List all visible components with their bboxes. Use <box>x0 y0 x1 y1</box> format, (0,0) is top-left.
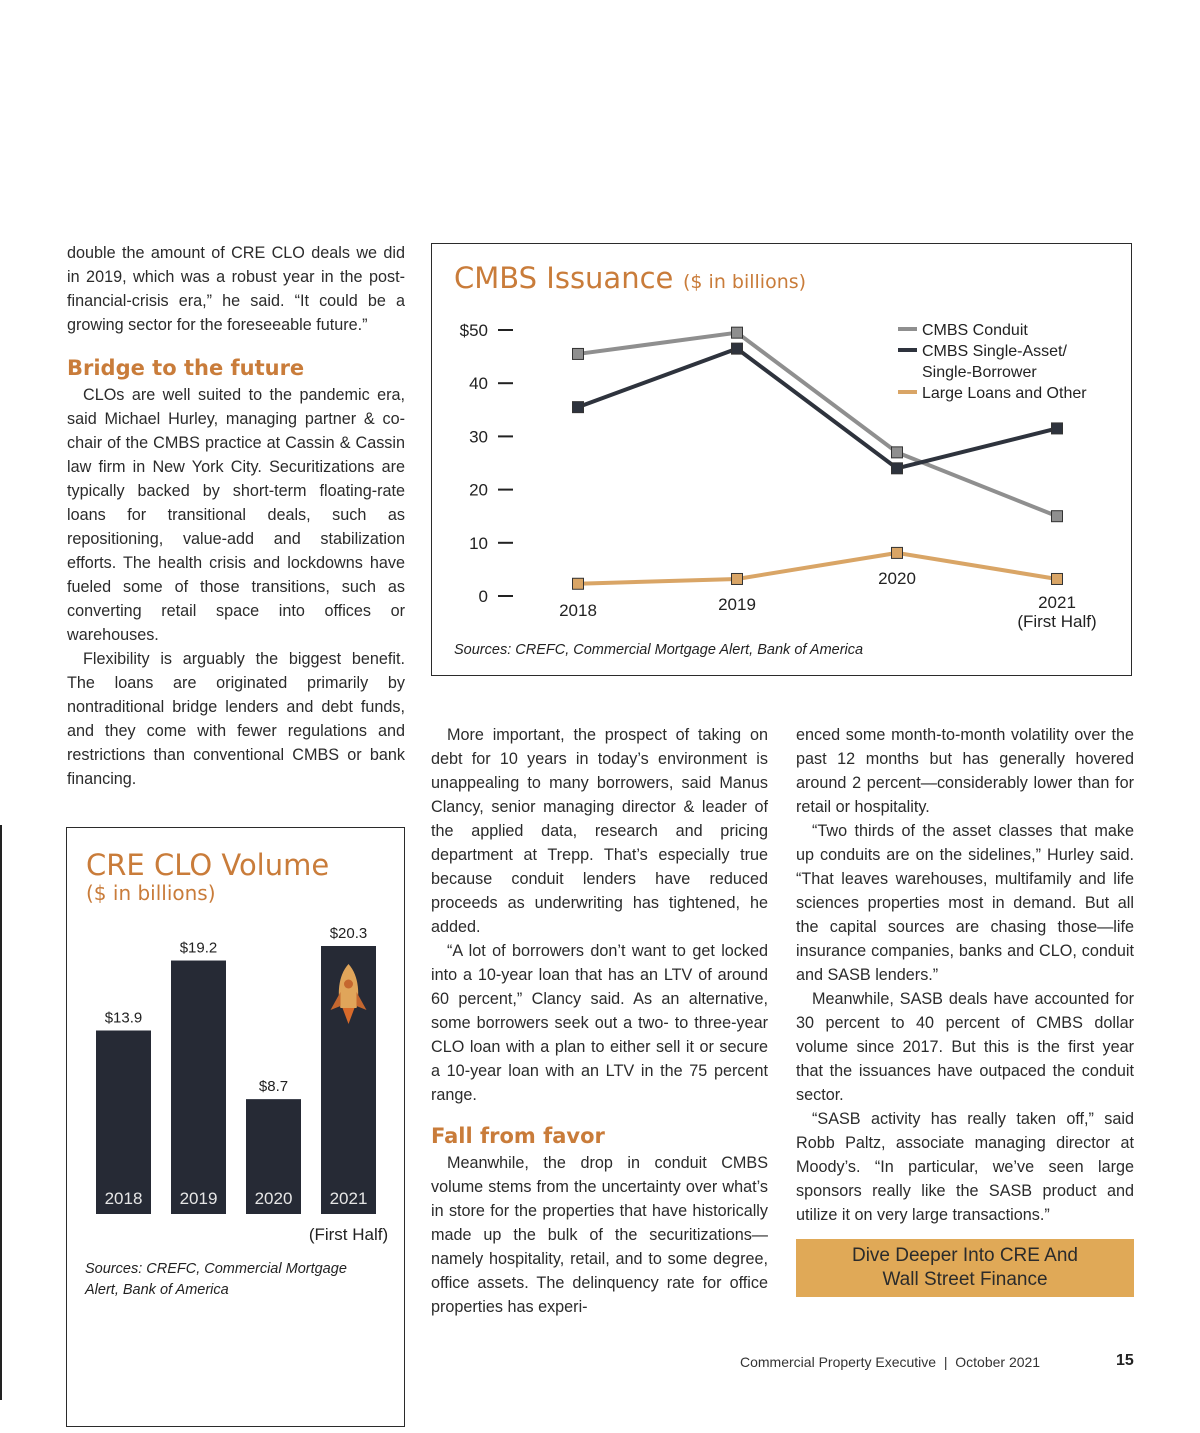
paragraph: “Two thirds of the asset classes that make up conduits are on the sidelines,” Hurley said. “That leaves warehouses, multifamily and life sciences properties most in demand. But all the capital sources are chasing those—life insurance companies, banks and CLO, conduit and SASB lenders.” <box>796 822 1134 984</box>
data-point <box>892 447 903 458</box>
bar-value-label: $8.7 <box>258 1078 289 1096</box>
x-tick-label: 2019 <box>718 595 756 614</box>
legend-label: Single-Borrower <box>922 364 1037 381</box>
paragraph: Flexibility is arguably the biggest benefit. The loans are originated primarily by nontraditional bridge lenders and debt funds, and they come with fewer regulations and restrictions than conventional CMBS or bank financing. <box>67 650 405 788</box>
bar-value-label: $19.2 <box>179 939 218 957</box>
y-tick-label: $50 <box>459 321 488 340</box>
data-point <box>1052 573 1063 584</box>
category-note: (First Half) <box>308 1225 389 1244</box>
cmbs-chart-svg <box>432 244 1133 677</box>
cmbs-issuance-chart <box>431 243 1132 676</box>
chart-title: CRE CLO Volume <box>86 848 330 882</box>
article-column-2 <box>431 723 768 1319</box>
bar-category-label: 2020 <box>254 1189 293 1208</box>
y-tick-label: 40 <box>469 374 488 394</box>
bar-category-label: 2019 <box>179 1189 218 1208</box>
cre-clo-volume-chart <box>66 827 405 1427</box>
y-tick-label: 20 <box>469 480 488 500</box>
data-point <box>573 348 584 359</box>
cta-line2: Wall Street Finance <box>882 1269 1048 1290</box>
y-tick-label: 10 <box>469 533 488 553</box>
chart-subtitle: ($ in billions) <box>86 881 216 905</box>
paragraph: Meanwhile, the drop in conduit CMBS volume stems from the uncertainty over what’s in store for the properties that have historically made up the bulk of the securitizations—namely hospitality, retail, and to some degree, office assets. The delinquency rate for office properties has experi- <box>431 1154 768 1316</box>
paragraph: “A lot of borrowers don’t want to get locked into a 10-year loan that has an LTV of around 60 percent,” Clancy said. As an alternative, some borrowers seek out a two- to three-year CLO loan with a plan to either sell it or secure a 10-year loan with an LTV in the 75 percent range. <box>431 942 768 1104</box>
article-column-3 <box>796 723 1134 1227</box>
y-tick-label: 0 <box>478 587 488 606</box>
page-edge-rule <box>0 825 2 1400</box>
data-point <box>1052 423 1063 434</box>
bar <box>171 961 226 1214</box>
data-point <box>1052 511 1063 522</box>
data-point <box>573 402 584 413</box>
series-line-0 <box>578 333 1057 517</box>
x-tick-label: 2018 <box>559 601 597 620</box>
dive-deeper-button[interactable] <box>796 1239 1134 1297</box>
paragraph: enced some month-to-month volatility over the past 12 months but has generally hovered around 2 percent—considerably lower than for retail or hospitality. <box>796 726 1134 816</box>
clo-chart-svg <box>67 828 406 1428</box>
bar-category-label: 2021 <box>329 1189 368 1208</box>
page-number: 15 <box>1116 1352 1134 1369</box>
legend-label: CMBS Conduit <box>922 322 1028 339</box>
paragraph: “SASB activity has really taken off,” said Robb Paltz, associate managing director at Moody’s. “In particular, we’ve seen large sponsors really like the SASB product and utilize it on very large transactions.” <box>796 1110 1134 1224</box>
footer-publication: Commercial Property Executive | October 2021 <box>740 1354 1041 1370</box>
bar-value-label: $13.9 <box>104 1009 143 1027</box>
bar <box>96 1030 151 1214</box>
data-point <box>732 343 743 354</box>
bar-category-label: 2018 <box>104 1189 143 1208</box>
bar-value-label: $20.3 <box>329 925 368 942</box>
x-tick-note: (First Half) <box>1017 612 1097 631</box>
x-tick-label: 2021 <box>1038 593 1076 612</box>
chart-source: Sources: CREFC, Commercial Mortgage Alert, Bank of America <box>454 642 864 658</box>
paragraph: Meanwhile, SASB deals have accounted for 30 percent to 40 percent of CMBS dollar volume since 2017. But this is the first year that the issuances have outpaced the conduit sector. <box>796 990 1134 1104</box>
paragraph: CLOs are well suited to the pandemic era, said Michael Hurley, managing partner & co-chair of the CMBS practice at Cassin & Cassin law firm in New York City. Securitizations are typically backed by short-term floating-rate loans for transitional deals, such as repositioning, value-add and stabilization efforts. The health crisis and lockdowns have fueled some of those transitions, such as converting retail space into offices or warehouses. <box>67 386 405 644</box>
cta-line1: Dive Deeper Into CRE And <box>851 1245 1078 1266</box>
paragraph: More important, the prospect of taking on debt for 10 years in today’s environment is unappealing to many borrowers, said Manus Clancy, senior managing director & leader of the applied data, research and pricing department at Trepp. That’s especially true because conduit lenders have reduced proceeds as underwriting has tightened, he added. <box>431 726 768 936</box>
legend-label: CMBS Single-Asset/ <box>922 343 1067 360</box>
data-point <box>892 463 903 474</box>
chart-source-line2: Alert, Bank of America <box>85 1282 229 1298</box>
paragraph: double the amount of CRE CLO deals we did in 2019, which was a robust year in the post-financial-crisis era,” he said. “It could be a growing sector for the foreseeable future.” <box>67 244 405 334</box>
chart-title: CMBS Issuance <box>454 261 674 295</box>
chart-source-line1: Sources: CREFC, Commercial Mortgage <box>85 1261 347 1277</box>
section-heading-fall: Fall from favor <box>431 1124 605 1148</box>
legend <box>898 322 1087 402</box>
data-point <box>732 327 743 338</box>
data-point <box>892 547 903 558</box>
x-tick-label: 2020 <box>878 569 916 588</box>
chart-subtitle: ($ in billions) <box>683 271 807 293</box>
chart-source <box>84 1261 351 1298</box>
data-point <box>732 573 743 584</box>
legend-label: Large Loans and Other <box>922 385 1087 402</box>
data-point <box>573 578 584 589</box>
series-line-2 <box>578 553 1057 584</box>
section-heading-bridge: Bridge to the future <box>67 356 305 380</box>
article-column-1 <box>67 241 405 791</box>
y-tick-label: 30 <box>469 427 488 447</box>
